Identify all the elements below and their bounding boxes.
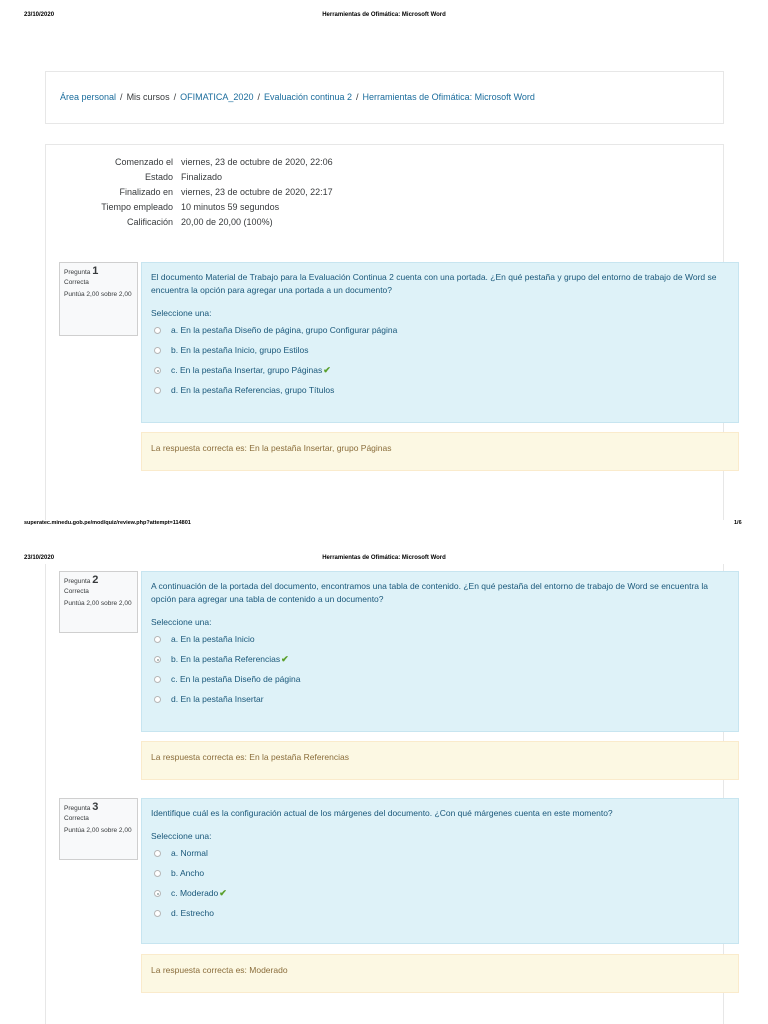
breadcrumb xyxy=(45,71,724,124)
radio-button-selected[interactable] xyxy=(154,890,161,897)
print-date: 23/10/2020 xyxy=(24,12,55,18)
attempt-summary-table xyxy=(60,155,337,230)
answer-option[interactable] xyxy=(151,344,729,357)
question-number-value: 2 xyxy=(92,574,99,586)
answer-option[interactable] xyxy=(151,693,729,706)
question-label: Pregunta xyxy=(64,805,91,812)
question-grade: Puntúa 2,00 sobre 2,00 xyxy=(64,291,132,298)
radio-button[interactable] xyxy=(154,676,161,683)
summary-row xyxy=(60,185,337,200)
breadcrumb-separator: / xyxy=(257,92,260,102)
answer-option[interactable] xyxy=(151,653,729,666)
question-info xyxy=(59,262,138,336)
question-number xyxy=(64,576,133,586)
summary-row xyxy=(60,155,337,170)
question-label: Pregunta xyxy=(64,269,91,276)
answer-label: c. En la pestaña Insertar, grupo Páginas xyxy=(171,365,323,375)
summary-key: Tiempo empleado xyxy=(101,202,173,212)
summary-row xyxy=(60,200,337,215)
answer-option[interactable] xyxy=(151,673,729,686)
radio-button-selected[interactable] xyxy=(154,367,161,374)
answer-option[interactable] xyxy=(151,633,729,646)
answer-option[interactable] xyxy=(151,867,729,880)
question-number xyxy=(64,267,133,277)
radio-button[interactable] xyxy=(154,910,161,917)
print-date: 23/10/2020 xyxy=(24,555,55,561)
breadcrumb-separator: / xyxy=(120,92,123,102)
print-title: Herramientas de Ofimática: Microsoft Word xyxy=(322,12,446,18)
answer-option[interactable] xyxy=(151,384,729,397)
question-text: Identifique cuál es la configuración actual de los márgenes del documento. ¿Con qué márgenes cuenta en este momento? xyxy=(151,808,613,818)
summary-row xyxy=(60,170,337,185)
breadcrumb-course[interactable]: OFIMATICA_2020 xyxy=(180,92,254,102)
question-text: El documento Material de Trabajo para la Evaluación Continua 2 cuenta con una portada. ¿En qué pestaña y grupo del entorno de trabajo de Word se encuentra la opción para agregar una portada a un documento? xyxy=(151,272,717,295)
breadcrumb-home[interactable]: Área personal xyxy=(60,92,117,102)
print-title: Herramientas de Ofimática: Microsoft Word xyxy=(322,555,446,561)
summary-key: Estado xyxy=(144,172,173,182)
radio-button[interactable] xyxy=(154,387,161,394)
question-text-box xyxy=(141,571,739,732)
question-state: Correcta xyxy=(64,588,89,595)
summary-value: 20,00 de 20,00 (100%) xyxy=(181,217,273,227)
correct-answer-feedback: La respuesta correcta es: Moderado xyxy=(141,954,739,993)
answer-label: a. Normal xyxy=(171,848,208,858)
radio-button[interactable] xyxy=(154,347,161,354)
print-footer-url: superatec.minedu.gob.pe/mod/quiz/review.php?attempt=114801 xyxy=(24,520,191,526)
answer-label: c. En la pestaña Diseño de página xyxy=(171,674,301,684)
radio-button[interactable] xyxy=(154,850,161,857)
radio-button[interactable] xyxy=(154,696,161,703)
checkmark-icon: ✔ xyxy=(219,888,227,898)
radio-button[interactable] xyxy=(154,636,161,643)
question-number xyxy=(64,803,133,813)
checkmark-icon: ✔ xyxy=(281,654,289,664)
summary-value: Finalizado xyxy=(181,172,223,182)
breadcrumb-separator: / xyxy=(356,92,359,102)
answer-label: b. En la pestaña Referencias xyxy=(171,654,281,664)
answer-label: a. En la pestaña Diseño de página, grupo Configurar página xyxy=(171,325,398,335)
checkmark-icon: ✔ xyxy=(323,365,331,375)
question-text: A continuación de la portada del documento, encontramos una tabla de contenido. ¿En qué pestaña del entorno de trabajo de Word se encuentra la opción para agregar una tabla de contenido a un documento? xyxy=(151,581,708,604)
breadcrumb-quiz[interactable]: Herramientas de Ofimática: Microsoft Word xyxy=(362,92,535,102)
answer-option[interactable] xyxy=(151,887,729,900)
answer-label: d. En la pestaña Insertar xyxy=(171,694,264,704)
answer-label: c. Moderado xyxy=(171,888,219,898)
answer-option[interactable] xyxy=(151,324,729,337)
question-grade: Puntúa 2,00 sobre 2,00 xyxy=(64,600,132,607)
radio-button[interactable] xyxy=(154,870,161,877)
answer-prompt: Seleccione una: xyxy=(151,831,212,841)
summary-row xyxy=(60,215,337,230)
answer-prompt: Seleccione una: xyxy=(151,308,212,318)
answer-option[interactable] xyxy=(151,847,729,860)
question-label: Pregunta xyxy=(64,578,91,585)
answer-option[interactable] xyxy=(151,907,729,920)
question-number-value: 1 xyxy=(92,265,99,277)
summary-value: 10 minutos 59 segundos xyxy=(181,202,280,212)
question-text-box xyxy=(141,798,739,944)
answer-label: d. Estrecho xyxy=(171,908,214,918)
summary-key: Comenzado el xyxy=(114,157,173,167)
question-number-value: 3 xyxy=(92,801,99,813)
breadcrumb-courses[interactable]: Mis cursos xyxy=(126,92,170,102)
answer-label: d. En la pestaña Referencias, grupo Títulos xyxy=(171,385,335,395)
question-text-box xyxy=(141,262,739,423)
answer-label: b. En la pestaña Inicio, grupo Estilos xyxy=(171,345,309,355)
radio-button[interactable] xyxy=(154,327,161,334)
correct-answer-feedback: La respuesta correcta es: En la pestaña Insertar, grupo Páginas xyxy=(141,432,739,471)
answer-prompt: Seleccione una: xyxy=(151,617,212,627)
question-state: Correcta xyxy=(64,279,89,286)
summary-key: Calificación xyxy=(126,217,173,227)
radio-button-selected[interactable] xyxy=(154,656,161,663)
answer-label: b. Ancho xyxy=(171,868,205,878)
question-grade: Puntúa 2,00 sobre 2,00 xyxy=(64,827,132,834)
question-info xyxy=(59,571,138,633)
breadcrumb-section[interactable]: Evaluación continua 2 xyxy=(263,92,353,102)
correct-answer-feedback: La respuesta correcta es: En la pestaña Referencias xyxy=(141,741,739,780)
answer-option[interactable] xyxy=(151,364,729,377)
breadcrumb-separator: / xyxy=(173,92,177,102)
question-state: Correcta xyxy=(64,815,89,822)
summary-value: viernes, 23 de octubre de 2020, 22:06 xyxy=(181,157,333,167)
answer-label: a. En la pestaña Inicio xyxy=(171,634,255,644)
question-info xyxy=(59,798,138,860)
summary-key: Finalizado en xyxy=(119,187,173,197)
summary-value: viernes, 23 de octubre de 2020, 22:17 xyxy=(181,187,333,197)
print-footer-page: 1/6 xyxy=(734,520,742,526)
